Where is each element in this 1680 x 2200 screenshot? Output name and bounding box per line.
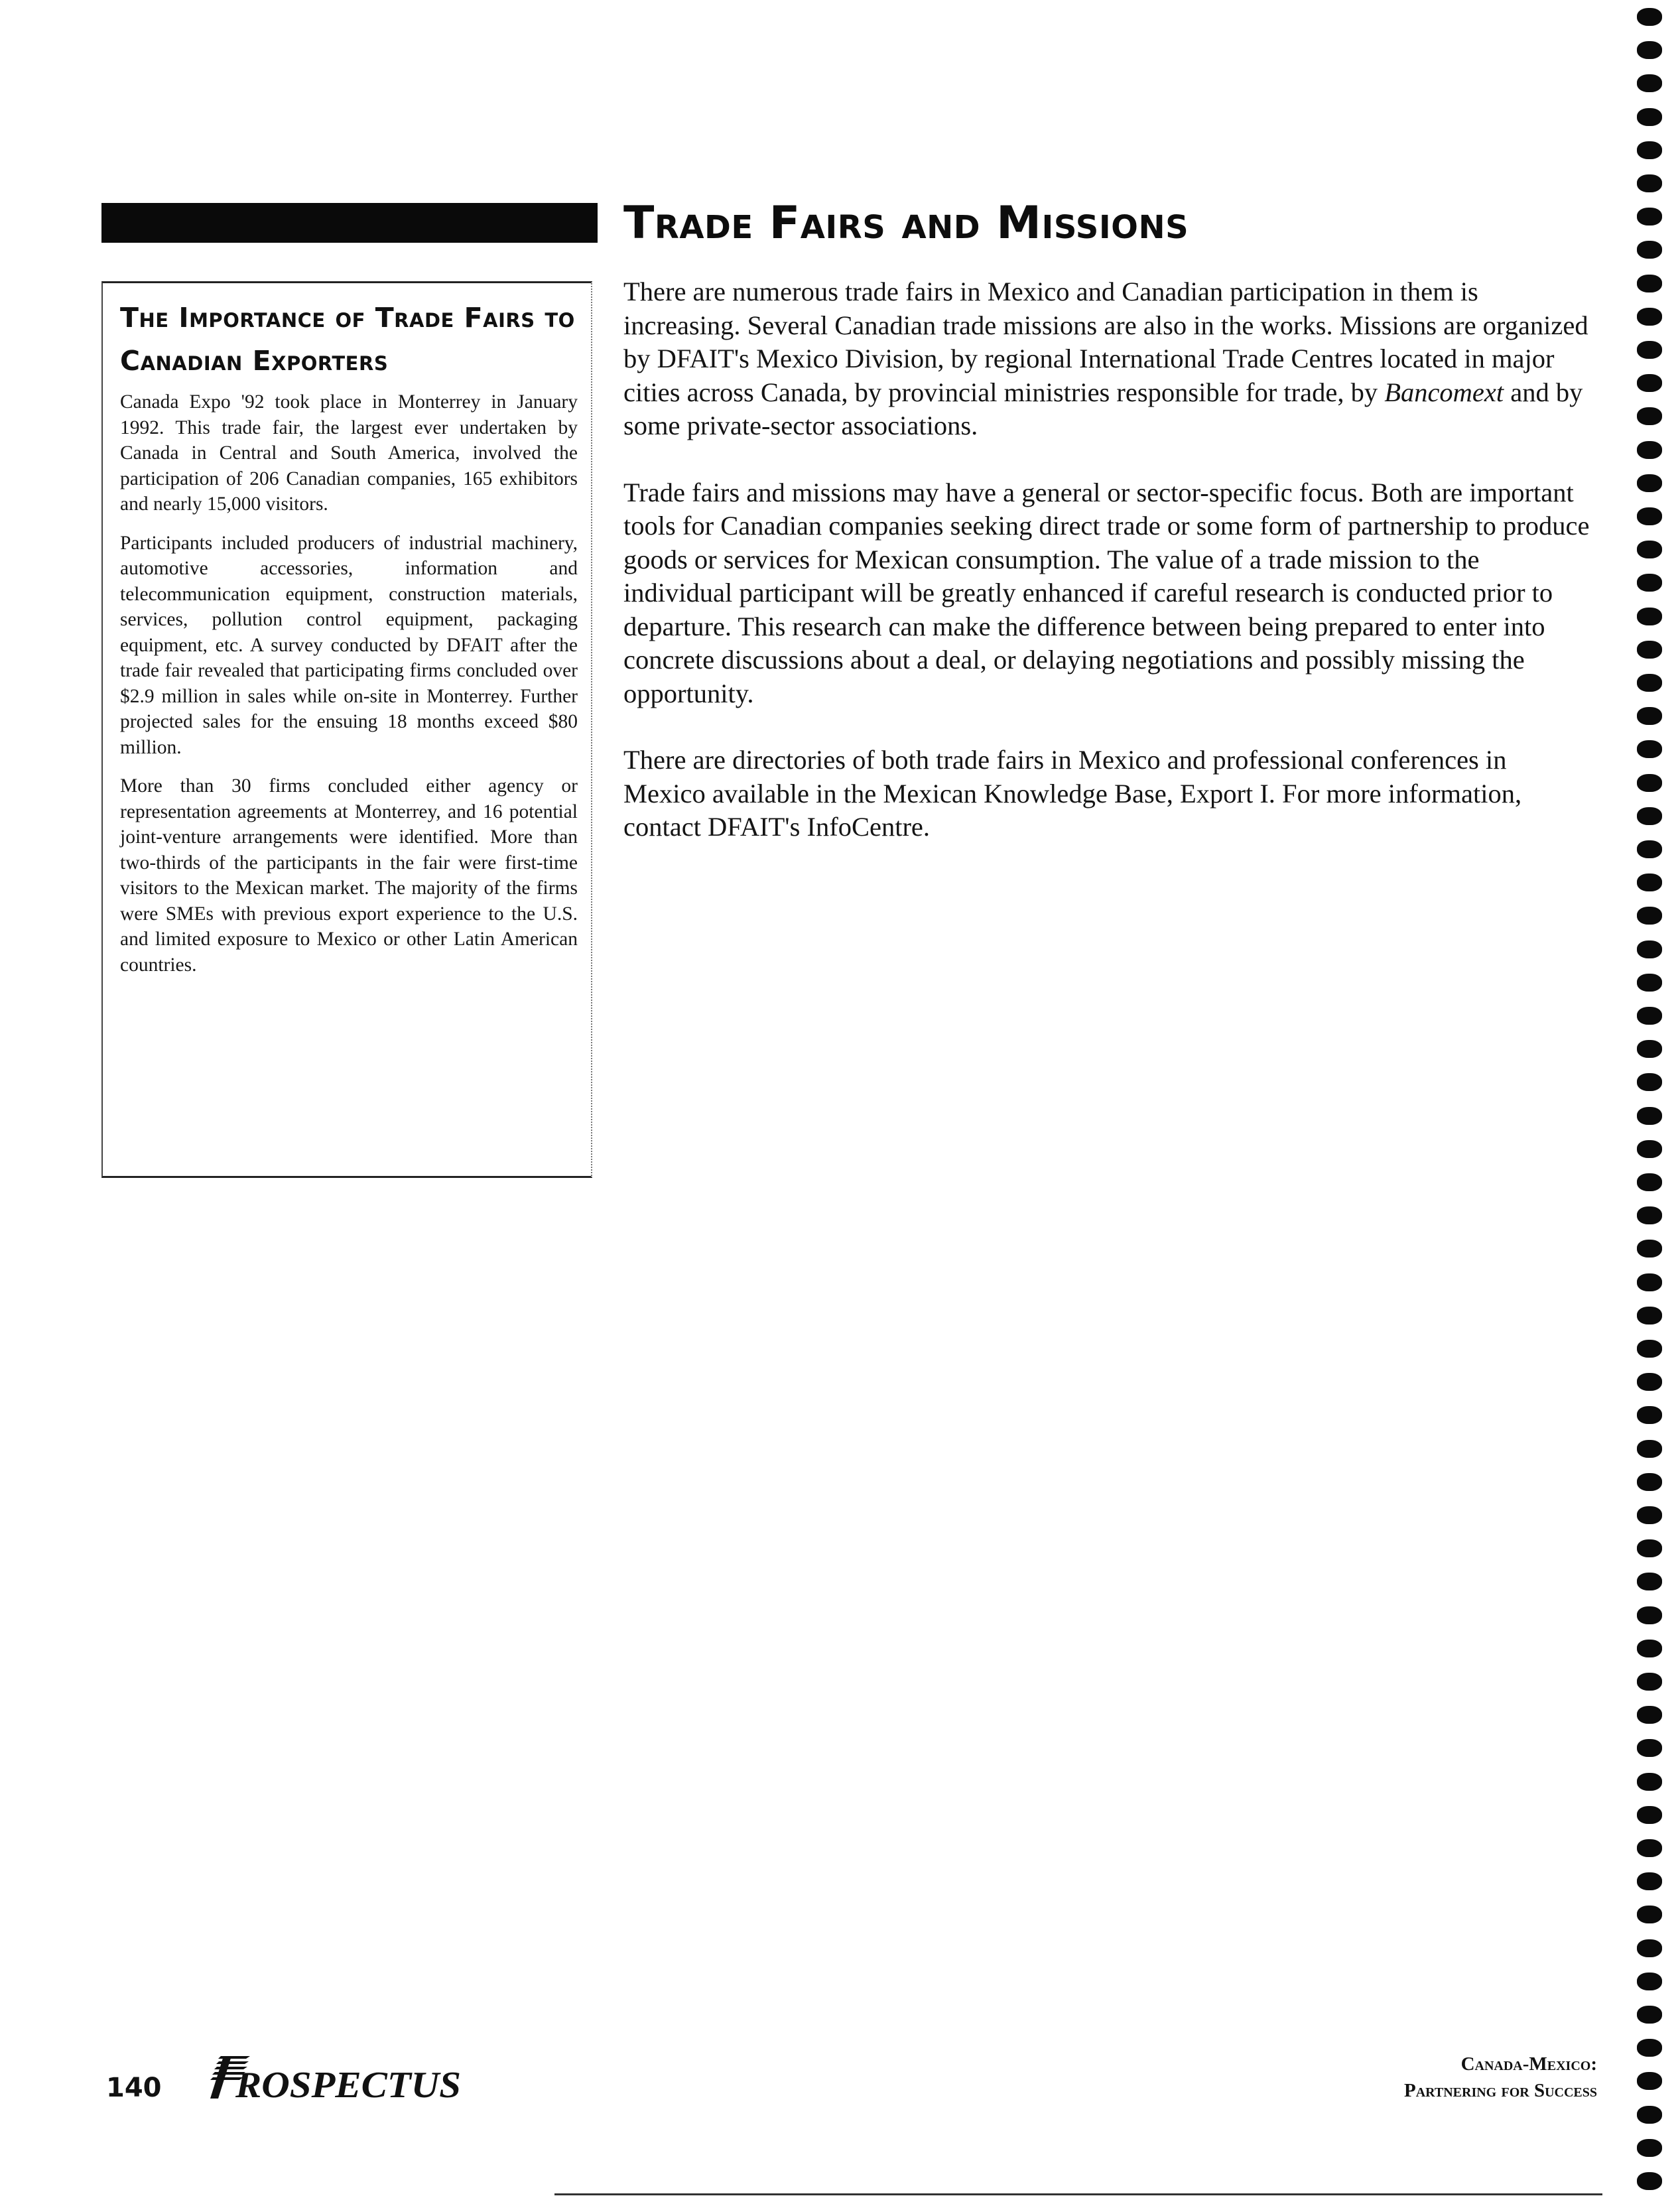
logo-text: ROSPECTUS [234, 2065, 461, 2104]
binding-hole [1637, 1973, 1662, 1990]
binding-hole [1637, 774, 1662, 792]
binding-hole [1637, 1007, 1662, 1025]
binding-hole [1637, 41, 1662, 59]
binding-hole [1637, 1872, 1662, 1890]
bottom-rule [554, 2193, 1602, 2195]
sidebar-paragraph-2: Participants included producers of industrial machinery, automotive accessories, information and telecommunication equipment, construction materials, services, pollution control equipment, packaging equipment, etc. A survey conducted by DFAIT after the trade fair revealed that participating firms concluded over $2.9 million in sales while on-site in Monterrey. Further projected sales for the ensuing 18 months exceed $80 million. [120, 532, 578, 758]
binding-hole [1637, 1706, 1662, 1724]
footer-line-2: Partnering for Success [1403, 2080, 1597, 2101]
binding-hole [1637, 1739, 1662, 1757]
main-paragraph-1 [623, 275, 1592, 443]
binding-hole [1637, 1406, 1662, 1424]
sidebar-header-bar [101, 203, 598, 243]
binding-hole [1637, 574, 1662, 592]
binding-hole [1637, 1939, 1662, 1957]
binding-hole [1637, 1673, 1662, 1691]
binding-hole [1637, 2139, 1662, 2157]
binding-hole [1637, 1839, 1662, 1857]
sidebar-body [120, 389, 578, 991]
binding-hole [1637, 1040, 1662, 1058]
binding-hole [1637, 374, 1662, 392]
prospectus-logo [209, 2051, 465, 2104]
binding-hole [1637, 740, 1662, 758]
binding-hole [1637, 1307, 1662, 1325]
binding-hole [1637, 1773, 1662, 1791]
binding-hole [1637, 74, 1662, 92]
binding-hole [1637, 208, 1662, 226]
binding-hole [1637, 2172, 1662, 2190]
binding-hole [1637, 2106, 1662, 2124]
binding-hole [1637, 507, 1662, 525]
binding-hole [1637, 174, 1662, 192]
binding-hole [1637, 275, 1662, 292]
sidebar-paragraph-3: More than 30 firms concluded either agency or representation agreements at Monterrey, and 16 potential joint-venture arrangements were identified. More than two-thirds of the participants in the fair were first-time visitors to the Mexican market. The majority of the firms were SMEs with previous export experience to the U.S. and limited exposure to Mexico or other Latin American countries. [120, 775, 578, 976]
binding-hole [1637, 874, 1662, 891]
binding-hole [1637, 341, 1662, 359]
sidebar-title: The Importance of Trade Fairs to Canadian Exporters [120, 302, 575, 377]
binding-hole [1637, 1240, 1662, 1258]
binding-hole [1637, 141, 1662, 159]
main-paragraph-3: There are directories of both trade fairs in Mexico and professional conferences in Mexico available in the Mexican Knowledge Base, Export I. For more information, contact DFAIT's InfoCentre. [623, 745, 1522, 842]
binding-hole [1637, 441, 1662, 459]
binding-hole [1637, 1539, 1662, 1557]
binding-hole [1637, 2006, 1662, 2024]
binding-hole [1637, 1473, 1662, 1491]
binding-hole [1637, 907, 1662, 925]
binding-hole [1637, 1140, 1662, 1158]
main-paragraph-1-part-a: There are numerous trade fairs in Mexico and Canadian participation in them is increasing. Several Canadian trade missions are also in the works. Missions are organized by DFAIT's Mexico Division, by regional International Trade Centres located in major cities across Canada, by provincial ministries responsible for trade, by [623, 277, 1588, 407]
binding-hole [1637, 1506, 1662, 1524]
page-number: 140 [106, 2073, 162, 2103]
binding-hole [1637, 974, 1662, 992]
binding-hole [1637, 1206, 1662, 1224]
binding-hole [1637, 541, 1662, 558]
binding-hole [1637, 308, 1662, 326]
binding-hole [1637, 407, 1662, 425]
spiral-binding [1637, 0, 1677, 2200]
binding-hole [1637, 108, 1662, 126]
footer-line-1: Canada-Mexico: [1460, 2053, 1597, 2075]
binding-hole [1637, 2039, 1662, 2057]
binding-hole [1637, 840, 1662, 858]
binding-hole [1637, 474, 1662, 492]
binding-hole [1637, 241, 1662, 259]
binding-hole [1637, 1173, 1662, 1191]
binding-hole [1637, 641, 1662, 659]
binding-hole [1637, 2072, 1662, 2090]
main-body [623, 275, 1592, 877]
sidebar-box [101, 281, 592, 1178]
binding-hole [1637, 1440, 1662, 1458]
binding-hole [1637, 1606, 1662, 1624]
binding-hole [1637, 1640, 1662, 1657]
binding-hole [1637, 674, 1662, 692]
binding-hole [1637, 8, 1662, 26]
page-title: Trade Fairs and Missions [623, 197, 1189, 249]
binding-hole [1637, 1340, 1662, 1358]
binding-hole [1637, 1906, 1662, 1923]
binding-hole [1637, 1073, 1662, 1091]
sidebar-paragraph-1: Canada Expo '92 took place in Monterrey in January 1992. This trade fair, the largest ever undertaken by Canada in Central and South America, involved the participation of 206 Canadian companies, 165 exhibitors and nearly 15,000 visitors. [120, 391, 578, 515]
footer-series-title [1260, 2051, 1597, 2104]
main-paragraph-2: Trade fairs and missions may have a general or sector-specific focus. Both are important tools for Canadian companies seeking direct trade or some form of partnership to produce goods or services for Mexican consumption. The value of a trade mission to the individual participant will be greatly enhanced if careful research is conducted prior to departure. This research can make the difference between being prepared to enter into concrete discussions about a deal, or delaying negotiations and possibly missing the opportunity. [623, 477, 1590, 708]
binding-hole [1637, 940, 1662, 958]
binding-hole [1637, 1806, 1662, 1824]
binding-hole [1637, 1107, 1662, 1125]
binding-hole [1637, 1573, 1662, 1590]
bancomext-italic: Bancomext [1384, 377, 1504, 407]
main-paragraph-1-part-b: and by some private-sector associations. [623, 377, 1583, 440]
binding-hole [1637, 1373, 1662, 1391]
binding-hole [1637, 707, 1662, 725]
binding-hole [1637, 608, 1662, 625]
binding-hole [1637, 807, 1662, 825]
binding-hole [1637, 1273, 1662, 1291]
